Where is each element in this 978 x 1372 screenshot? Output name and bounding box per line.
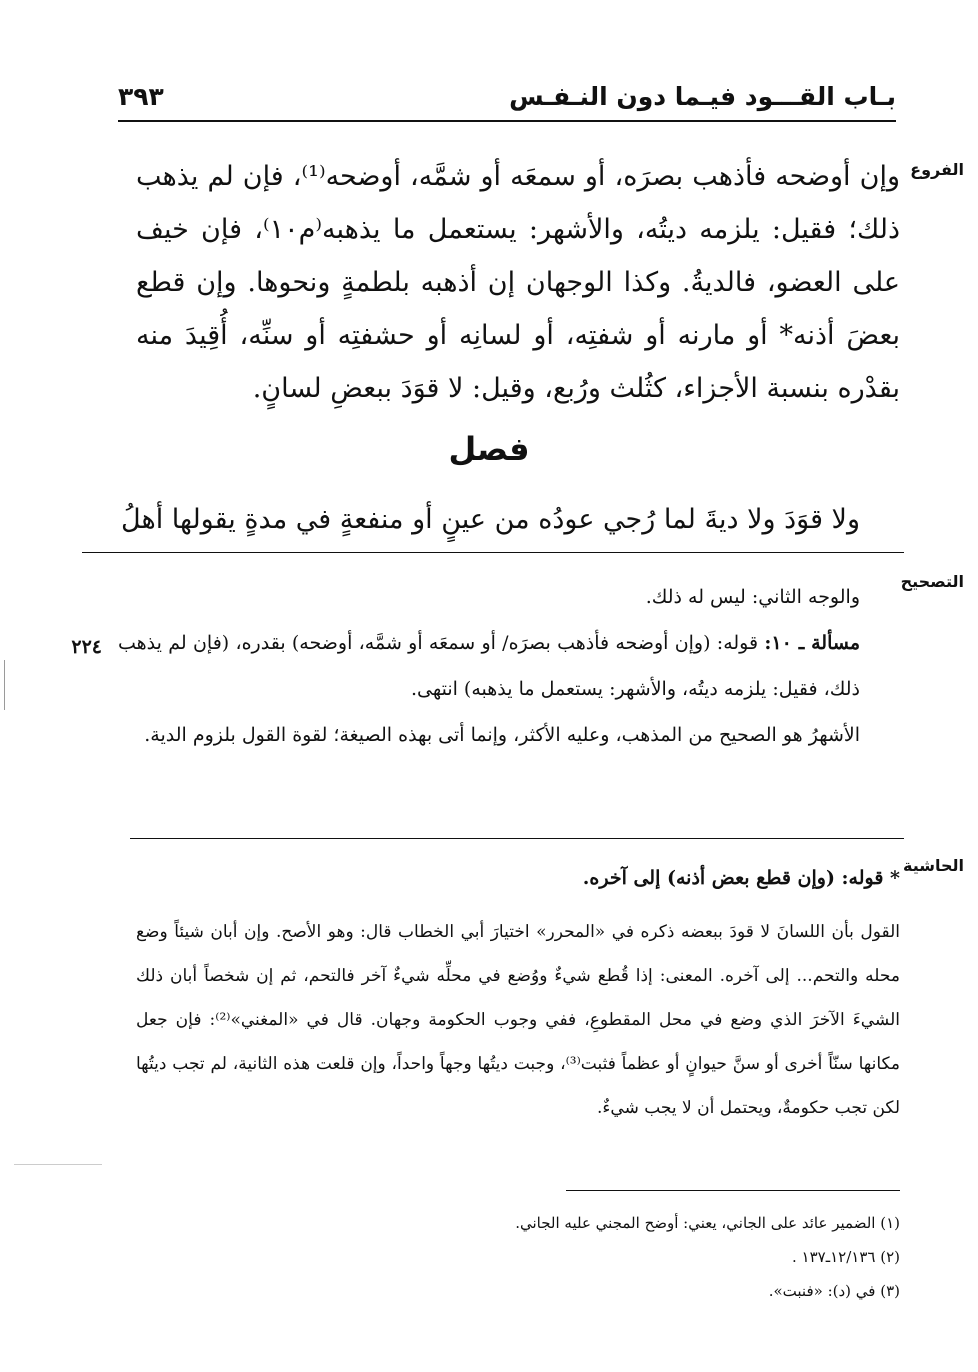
margin-number: ٢٢٤ [71, 636, 102, 658]
section-first-line: ولا قوَدَ ولا ديةَ لما رُجي عودُه من عينٍ أو منفعةٍ في مدةٍ يقولها أهلُ [121, 504, 860, 535]
label-tashih: التصحيح [900, 572, 964, 591]
label-hashiya: الحاشية [903, 856, 964, 875]
scan-artifact [14, 1164, 102, 1165]
main-paragraph: وإن أوضحه فأذهب بصرَه، أو سمعَه أو شمَّه، أوضحه⁽¹⁾، فإن لم يذهب ذلك؛ فقيل: يلزمه ديتُه، والأشهر: يستعمل ما يذهبه⁽م١٠⁾، فإن خيف على العضو، فالديةُ. وكذا الوجهان إن أذهبه بلطمةٍ ونحوها. وإن قطع بعضَ أذنه* أو مارنه أو شفتِه، أو لسانِه أو حشفتِه أو سنِّه، أُقِيدَ منه بقدْره بنسبة الأجزاء، كثُلث ورُبع، وقيل: لا قوَدَ ببعضِ لسانٍ. [136, 161, 900, 404]
page-number: ٣٩٣ [118, 82, 164, 111]
label-furu: الفروع [910, 160, 964, 179]
hashiya-body: القول بأن اللسانَ لا قودَ ببعضه ذكره في «المحرر» اختيارَ أبي الخطاب قال: وهو الأصح. وإن أبان شيئاً وضع محله والتحم... إلى آخره. المعنى: إذا قُطع شيءٌ ووُضع في محلِّه شيءٌ آخر فالتحم، ثم إن شخصاً أبان ذلك الشيءَ الآخرَ الذي وضع في محل المقطوعِ، ففي وجوب الحكومة وجهان. قال في «المغني»⁽²⁾: فإن جعل مكانها سنّاً أخرى أو سنَّ حيوانٍ أو عظماً فثبت⁽³⁾، وجبت ديتُها وجهاً واحداً، وإن قلعت هذه الثانية، لم تجب ديتُها لكن تجب حكومةٌ، ويحتمل أن لا يجب شيءٌ. [136, 922, 901, 1118]
section-title: فصل [448, 430, 530, 468]
hashiya-heading: * قوله: (وإن قطع بعض أذنه) إلى آخره. [582, 867, 900, 889]
footnote-1: (١) الضمير عائد على الجاني، يعني: أوضح المجني عليه الجاني. [515, 1214, 900, 1232]
divider-hashiya [130, 838, 904, 839]
footnote-2: (٢) ١٢/١٣٦ـ١٣٧ . [791, 1248, 900, 1266]
footnotes [136, 1206, 900, 1308]
page-header [118, 82, 896, 122]
masala-text: قوله: (وإن أوضحه فأذهب بصرَه/ أو سمعَه أو شمَّه، أوضحه) بقدره، (فإن لم يذهب ذلك، فقيل: يلزمه ديتُه، والأشهر: يستعمل ما يذهبه) انتهى. [118, 632, 860, 700]
running-title: بـاب القـــود فيـما دون النـفـس [509, 82, 896, 111]
footnote-3: (٣) في (د): «فنبت». [768, 1282, 900, 1300]
masala-label: مسألة ـ ١٠: [764, 632, 861, 654]
footnote-separator [566, 1190, 900, 1191]
scan-artifact [4, 660, 5, 710]
tashih-line-1: والوجه الثاني: ليس له ذلك. [645, 586, 860, 608]
tashih-block [118, 574, 860, 758]
hashiya-block [136, 856, 900, 1130]
tashih-masala [118, 620, 860, 712]
tashih-line-3: الأشهرُ هو الصحيح من المذهب، وعليه الأكثر، وإنما أتى بهذه الصيغة؛ لقوة القول بلزوم الدية. [144, 724, 860, 746]
divider-tashih [82, 552, 904, 553]
